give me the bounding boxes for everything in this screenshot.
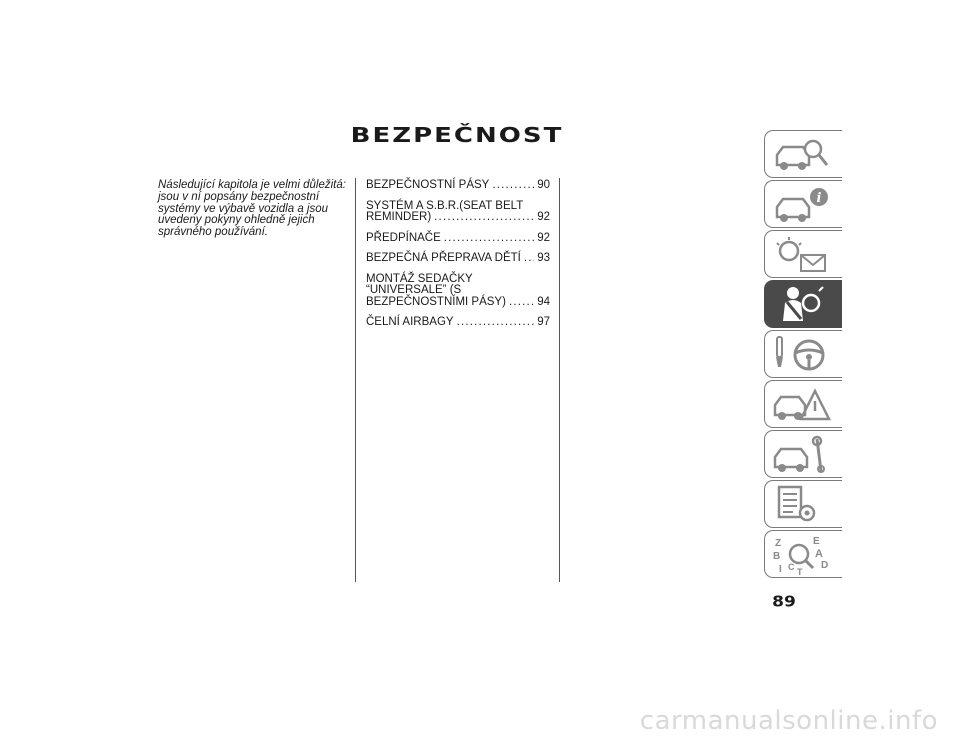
toc-leader-dots (509, 297, 534, 309)
toc-entry-text: PŘEDPÍNAČE (366, 231, 441, 244)
car-info-icon (771, 185, 831, 225)
toc-entry[interactable] (366, 201, 550, 224)
toc-leader-dots (492, 180, 534, 192)
toc-entry-text: ČELNÍ AIRBAGY (366, 316, 454, 328)
toc-entry-text: BEZPEČNOSTNÍMI PÁSY) (366, 295, 506, 308)
toc-page-number: 94 (537, 295, 550, 308)
index-letter: I (779, 564, 782, 575)
toc-entry[interactable] (366, 180, 550, 192)
toc-entry[interactable] (366, 317, 550, 329)
toc-page-number: 92 (537, 211, 550, 223)
index-icon (771, 535, 831, 575)
toc-leader-dots (457, 317, 535, 329)
toc-entry[interactable] (366, 274, 550, 309)
tab-maintenance[interactable] (764, 430, 842, 478)
toc-leader-dots (434, 212, 534, 224)
index-letter: D (821, 560, 829, 571)
index-letter: B (773, 551, 781, 562)
toc-page-number: 92 (537, 231, 550, 244)
chapter-title: BEZPEČNOST (350, 124, 564, 148)
tab-technical-data[interactable] (764, 480, 842, 528)
toc-leader-dots (444, 233, 534, 245)
svg-text:i: i (816, 191, 822, 206)
toc-entry-text: REMINDER) (366, 211, 432, 223)
airbag-seatbelt-icon (771, 285, 831, 325)
tab-safety[interactable] (764, 280, 842, 328)
steering-wheel-icon (771, 335, 831, 375)
toc-entry-text: “UNIVERSALE” (S (366, 284, 462, 296)
warning-light-icon (771, 235, 831, 275)
tab-car-info[interactable] (764, 180, 842, 228)
index-letter: A (815, 548, 823, 560)
index-letter: C (788, 562, 795, 572)
technical-data-icon (771, 485, 831, 525)
car-emergency-icon (771, 385, 831, 425)
car-search-icon (771, 135, 831, 175)
index-letter: E (813, 536, 820, 547)
index-letter: T (797, 567, 803, 575)
tab-warning-lights[interactable] (764, 230, 842, 278)
index-letter: Z (775, 538, 782, 549)
page-number: 89 (772, 593, 796, 611)
tab-car-search[interactable] (764, 130, 842, 178)
column-divider-left (355, 178, 356, 582)
watermark: carmanualsonline.info (639, 706, 938, 736)
tab-driving[interactable] (764, 330, 842, 378)
car-maintenance-icon (771, 435, 831, 475)
toc-page-number: 93 (537, 252, 550, 264)
toc-entry-text: SYSTÉM A S.B.R.(SEAT BELT (366, 199, 524, 212)
tab-index[interactable] (764, 530, 842, 578)
toc-entry[interactable] (366, 233, 550, 245)
table-of-contents (366, 180, 550, 338)
chapter-intro: Následující kapitola je velmi důležitá: jsou v ní popsány bezpečnostní systémy ve výbavě vozidla a jsou uvedeny pokyny ohledně jejich správného používání. (158, 179, 346, 239)
toc-page-number: 90 (537, 179, 550, 191)
toc-entry[interactable] (366, 253, 550, 265)
toc-leader-dots (524, 253, 534, 265)
toc-entry-text: BEZPEČNOSTNÍ PÁSY (366, 179, 490, 191)
column-divider-right (559, 178, 560, 582)
toc-entry-text: BEZPEČNÁ PŘEPRAVA DĚTÍ (366, 252, 521, 264)
toc-entry-text: MONTÁŽ SEDAČKY (366, 272, 473, 285)
toc-page-number: 97 (537, 316, 550, 328)
tab-emergency[interactable] (764, 380, 842, 428)
